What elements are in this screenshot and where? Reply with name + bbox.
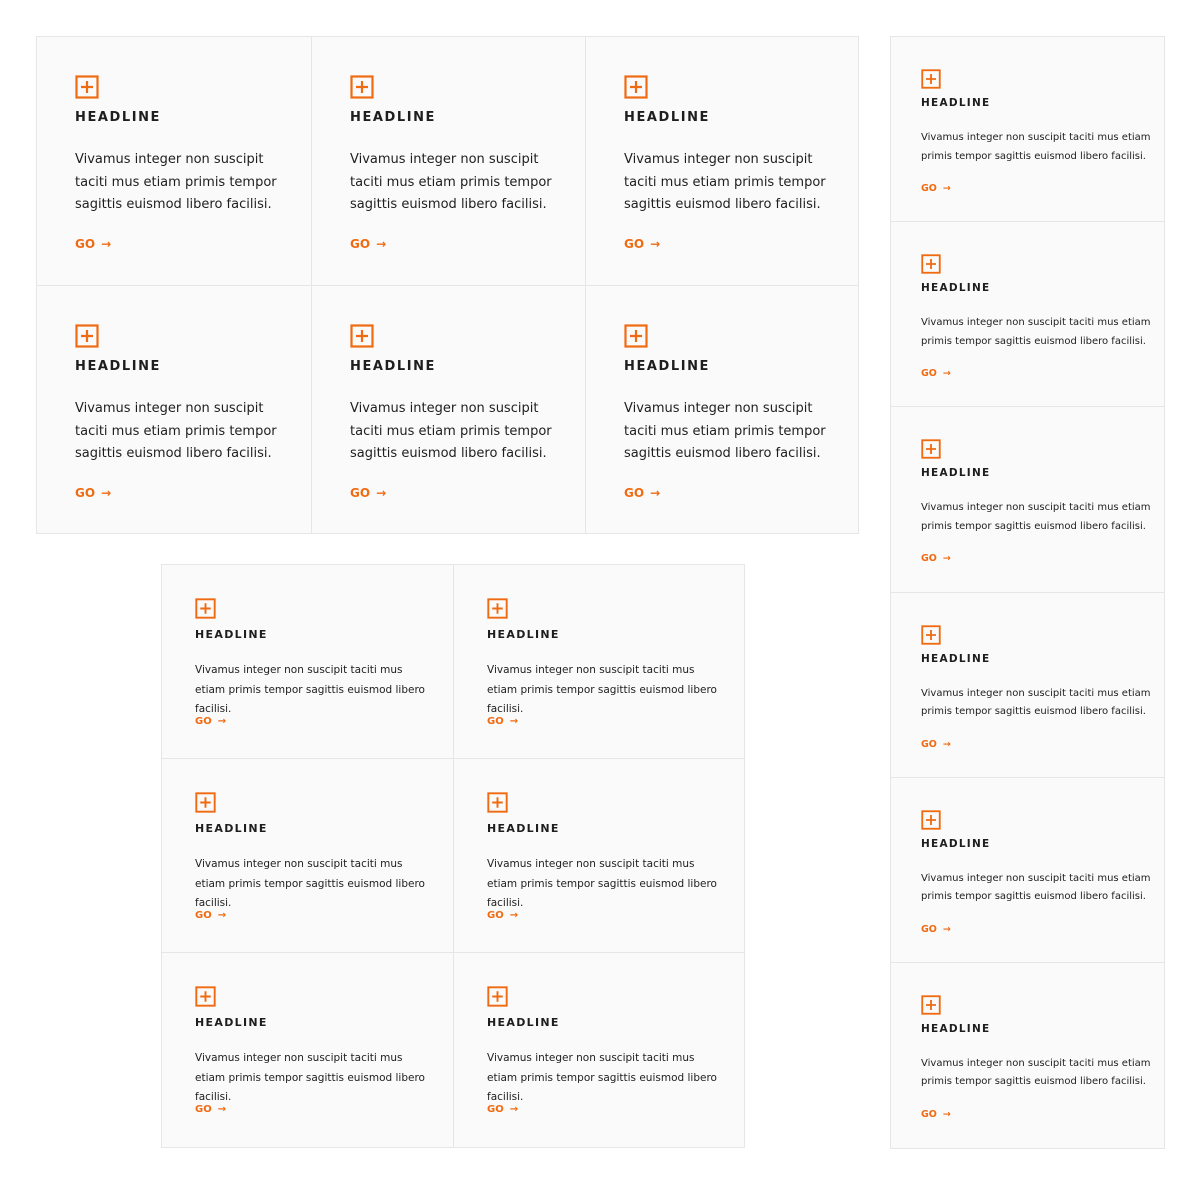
card-description: Vivamus integer non suscipit taciti mus etiam primis tempor sagittis euismod libero facilisi.	[624, 401, 826, 461]
go-link[interactable]	[921, 368, 951, 379]
card-description: Vivamus integer non suscipit taciti mus etiam primis tempor sagittis euismod libero facilisi.	[195, 858, 425, 909]
card-headline: HEADLINE	[487, 822, 560, 835]
arrow-right-icon: →	[509, 910, 519, 921]
feature-card	[162, 759, 454, 953]
plus-square-icon	[624, 75, 648, 99]
plus-square-icon	[75, 75, 99, 99]
card-headline: HEADLINE	[487, 628, 560, 641]
feature-card	[891, 963, 1164, 1148]
plus-square-icon	[195, 792, 216, 813]
go-link[interactable]	[350, 486, 386, 500]
card-headline: HEADLINE	[195, 628, 268, 641]
card-description: Vivamus integer non suscipit taciti mus etiam primis tempor sagittis euismod libero facilisi.	[350, 401, 552, 461]
feature-card	[162, 565, 454, 759]
feature-grid-large	[36, 36, 859, 534]
feature-card	[891, 593, 1164, 778]
card-headline: HEADLINE	[195, 822, 268, 835]
plus-square-icon	[624, 324, 648, 348]
feature-card	[312, 37, 586, 286]
card-headline: HEADLINE	[350, 359, 436, 374]
card-headline: HEADLINE	[921, 652, 991, 665]
card-description: Vivamus integer non suscipit taciti mus etiam primis tempor sagittis euismod libero facilisi.	[75, 401, 277, 461]
arrow-right-icon: →	[942, 738, 951, 750]
feature-card	[37, 286, 312, 533]
card-headline: HEADLINE	[921, 837, 991, 850]
arrow-right-icon: →	[376, 237, 387, 251]
card-headline: HEADLINE	[624, 359, 710, 374]
go-link[interactable]	[350, 237, 386, 251]
card-description: Vivamus integer non suscipit taciti mus etiam primis tempor sagittis euismod libero facilisi.	[350, 152, 552, 212]
go-link-label: GO	[350, 237, 371, 251]
arrow-right-icon: →	[217, 1104, 227, 1115]
card-description: Vivamus integer non suscipit taciti mus etiam primis tempor sagittis euismod libero facilisi.	[921, 502, 1151, 532]
arrow-right-icon: →	[650, 237, 661, 251]
plus-square-icon	[487, 986, 508, 1007]
feature-card	[312, 286, 586, 533]
go-link-label: GO	[487, 1104, 504, 1115]
plus-square-icon	[195, 598, 216, 619]
go-link-label: GO	[350, 486, 371, 500]
plus-square-icon	[75, 324, 99, 348]
card-description: Vivamus integer non suscipit taciti mus etiam primis tempor sagittis euismod libero facilisi.	[195, 664, 425, 715]
plus-square-icon	[921, 625, 941, 645]
go-link[interactable]	[624, 237, 660, 251]
go-link[interactable]	[195, 910, 226, 921]
feature-card	[891, 37, 1164, 222]
plus-square-icon	[350, 75, 374, 99]
go-link[interactable]	[921, 183, 951, 194]
go-link-label: GO	[921, 183, 937, 194]
go-link[interactable]	[487, 910, 518, 921]
go-link[interactable]	[487, 716, 518, 727]
card-headline: HEADLINE	[75, 110, 161, 125]
feature-card	[891, 407, 1164, 592]
go-link-label: GO	[921, 738, 937, 750]
feature-card	[586, 37, 858, 286]
card-description: Vivamus integer non suscipit taciti mus etiam primis tempor sagittis euismod libero facilisi.	[487, 858, 717, 909]
plus-square-icon	[350, 324, 374, 348]
plus-square-icon	[487, 792, 508, 813]
plus-square-icon	[921, 254, 941, 274]
card-description: Vivamus integer non suscipit taciti mus etiam primis tempor sagittis euismod libero facilisi.	[921, 872, 1151, 903]
plus-square-icon	[195, 986, 216, 1007]
card-headline: HEADLINE	[921, 467, 991, 480]
go-link[interactable]	[921, 553, 951, 564]
go-link[interactable]	[487, 1104, 518, 1115]
go-link-label: GO	[921, 368, 937, 380]
go-link-label: GO	[921, 1108, 937, 1120]
card-headline: HEADLINE	[350, 110, 436, 125]
go-link[interactable]	[921, 739, 951, 750]
card-headline: HEADLINE	[487, 1016, 560, 1029]
go-link-label: GO	[195, 1104, 212, 1115]
arrow-right-icon: →	[217, 910, 227, 921]
go-link-label: GO	[75, 237, 96, 251]
feature-card	[37, 37, 312, 286]
arrow-right-icon: →	[217, 716, 227, 727]
card-headline: HEADLINE	[75, 359, 161, 374]
arrow-right-icon: →	[942, 553, 951, 565]
feature-card	[891, 778, 1164, 963]
card-headline: HEADLINE	[921, 1022, 991, 1035]
go-link[interactable]	[75, 486, 111, 500]
feature-grid-column	[890, 36, 1165, 1149]
card-description: Vivamus integer non suscipit taciti mus etiam primis tempor sagittis euismod libero facilisi.	[921, 132, 1151, 162]
go-link[interactable]	[195, 1104, 226, 1115]
feature-card	[162, 953, 454, 1147]
arrow-right-icon: →	[650, 486, 661, 500]
go-link-label: GO	[195, 910, 212, 921]
go-link-label: GO	[195, 716, 212, 727]
feature-card	[454, 759, 744, 953]
card-description: Vivamus integer non suscipit taciti mus etiam primis tempor sagittis euismod libero facilisi.	[624, 152, 826, 212]
arrow-right-icon: →	[509, 1104, 519, 1115]
arrow-right-icon: →	[942, 368, 951, 380]
feature-card	[454, 953, 744, 1147]
arrow-right-icon: →	[942, 923, 951, 935]
arrow-right-icon: →	[942, 1108, 951, 1120]
card-headline: HEADLINE	[624, 110, 710, 125]
arrow-right-icon: →	[942, 183, 951, 194]
go-link[interactable]	[195, 716, 226, 727]
feature-card	[891, 222, 1164, 407]
go-link-label: GO	[624, 237, 645, 251]
go-link-label: GO	[487, 910, 504, 921]
card-headline: HEADLINE	[921, 282, 991, 295]
go-link-label: GO	[75, 486, 96, 500]
card-description: Vivamus integer non suscipit taciti mus etiam primis tempor sagittis euismod libero facilisi.	[921, 317, 1151, 347]
go-link[interactable]	[75, 237, 111, 251]
go-link[interactable]	[921, 1109, 951, 1120]
plus-square-icon	[487, 598, 508, 619]
card-headline: HEADLINE	[195, 1016, 268, 1029]
go-link-label: GO	[921, 553, 937, 565]
plus-square-icon	[921, 439, 941, 459]
card-description: Vivamus integer non suscipit taciti mus etiam primis tempor sagittis euismod libero facilisi.	[921, 1057, 1151, 1088]
feature-grid-medium	[161, 564, 745, 1148]
plus-square-icon	[921, 810, 941, 830]
card-description: Vivamus integer non suscipit taciti mus etiam primis tempor sagittis euismod libero facilisi.	[921, 687, 1151, 717]
go-link[interactable]	[624, 486, 660, 500]
card-description: Vivamus integer non suscipit taciti mus etiam primis tempor sagittis euismod libero facilisi.	[195, 1052, 425, 1103]
arrow-right-icon: →	[509, 716, 519, 727]
card-description: Vivamus integer non suscipit taciti mus etiam primis tempor sagittis euismod libero facilisi.	[487, 664, 717, 715]
arrow-right-icon: →	[101, 486, 112, 500]
go-link-label: GO	[624, 486, 645, 500]
card-description: Vivamus integer non suscipit taciti mus etiam primis tempor sagittis euismod libero facilisi.	[487, 1052, 717, 1103]
go-link-label: GO	[921, 923, 937, 935]
card-headline: HEADLINE	[921, 97, 991, 109]
go-link[interactable]	[921, 924, 951, 935]
arrow-right-icon: →	[101, 237, 112, 251]
feature-card	[586, 286, 858, 533]
plus-square-icon	[921, 995, 941, 1015]
card-description: Vivamus integer non suscipit taciti mus etiam primis tempor sagittis euismod libero facilisi.	[75, 152, 277, 212]
feature-card	[454, 565, 744, 759]
arrow-right-icon: →	[376, 486, 387, 500]
go-link-label: GO	[487, 716, 504, 727]
plus-square-icon	[921, 69, 941, 89]
